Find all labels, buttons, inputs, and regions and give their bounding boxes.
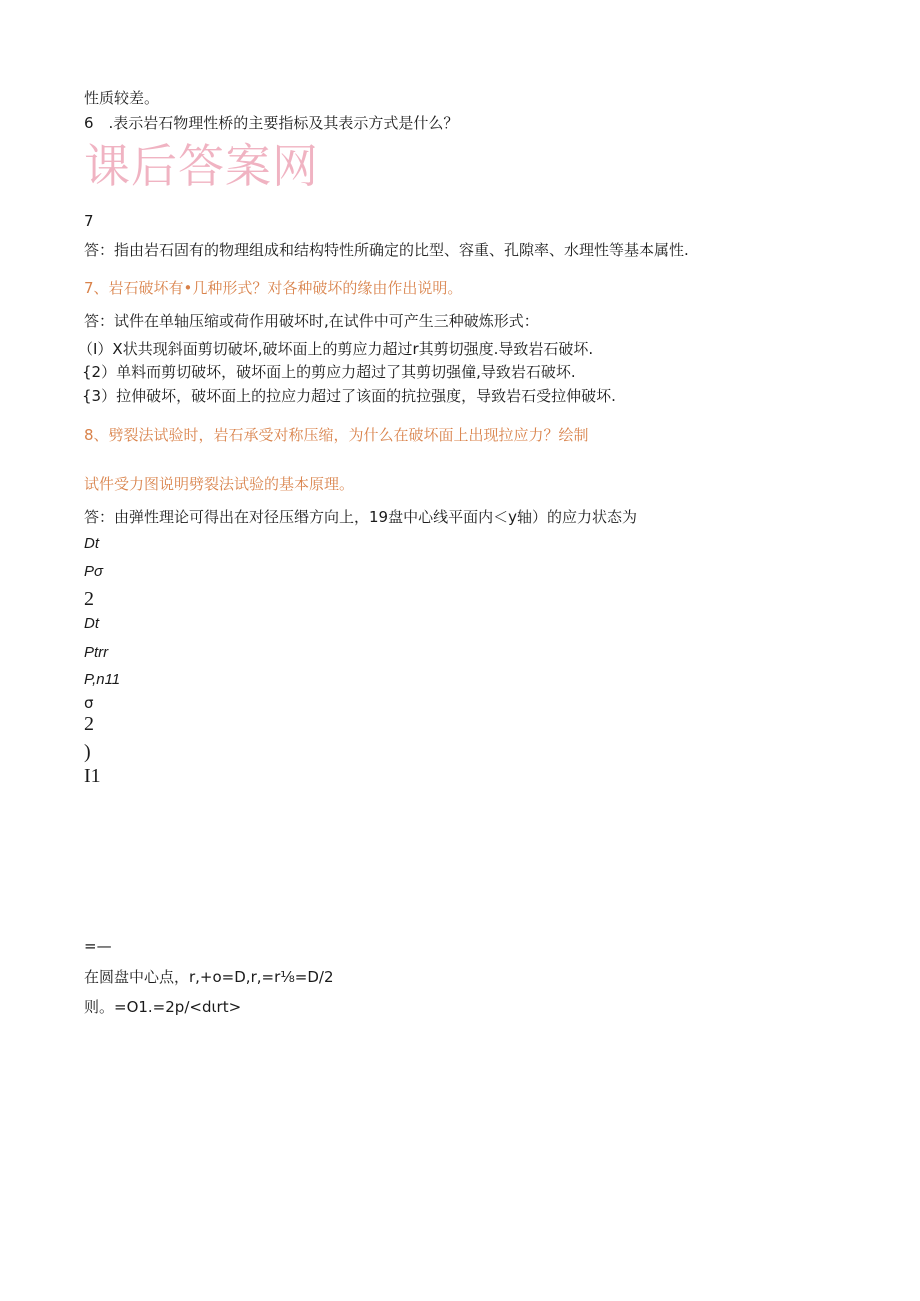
answer-6: 答：指由岩石固有的物理组成和结构特性所确定的比型、容重、孔隙率、水理性等基本属性. xyxy=(84,241,689,259)
list-item-2: {2）单料而剪切破坏，破坏面上的剪应力超过了其剪切强僮,导致岩石破坏. xyxy=(82,363,576,381)
formula-fragment: ) xyxy=(84,741,91,763)
formula-fragment: I1 xyxy=(84,765,101,787)
text-line: 在圆盘中心点，r,+o=D,r,=r⅛=D/2 xyxy=(84,968,334,986)
list-item-3: {3）拉伸破坏，破坏面上的拉应力超过了该面的抗拉强度，导致岩石受拉伸破坏. xyxy=(82,387,616,405)
question-7: 7、岩石破坏有•几种形式？对各种破坏的缘由作出说明。 xyxy=(84,279,463,297)
formula-fragment: 2 xyxy=(84,713,94,735)
question-8-cont: 试件受力图说明劈裂法试验的基本原理。 xyxy=(84,475,355,493)
formula-fragment: 2 xyxy=(84,588,94,610)
formula-fragment: σ xyxy=(84,694,94,712)
formula-fragment: Dt xyxy=(84,535,99,552)
text-line: 7 xyxy=(84,212,94,230)
formula-fragment: =— xyxy=(84,937,112,955)
formula-fragment: Ptrr xyxy=(84,644,109,661)
question-8: 8、劈裂法试验时，岩石承受对称压缩，为什么在破坏面上出现拉应力？绘制 xyxy=(84,426,589,444)
answer-8: 答：由弹性理论可得出在对径压缗方向上，19盘中心线平面内＜y轴）的应力状态为 xyxy=(84,508,637,526)
formula-fragment: P,n11 xyxy=(84,671,121,688)
text-line: 则。=O1.=2p∕<dιrt> xyxy=(84,998,242,1016)
formula-fragment: Pσ xyxy=(84,563,104,580)
text-line: 性质较差。 xyxy=(84,89,160,107)
formula-fragment: Dt xyxy=(84,615,99,632)
answer-7: 答：试件在单轴压缩或荷作用破坏时,在试件中可产生三种破炼形式： xyxy=(84,312,539,330)
watermark-logo: 课后答案网 xyxy=(84,139,319,193)
list-item-1: （I）X状共现斜面剪切破坏,破坏面上的剪应力超过r其剪切强度.导致岩石破坏. xyxy=(78,340,594,358)
question-6: 6 .表示岩石物理性桥的主要指标及其表示方式是什么？ xyxy=(84,114,459,132)
